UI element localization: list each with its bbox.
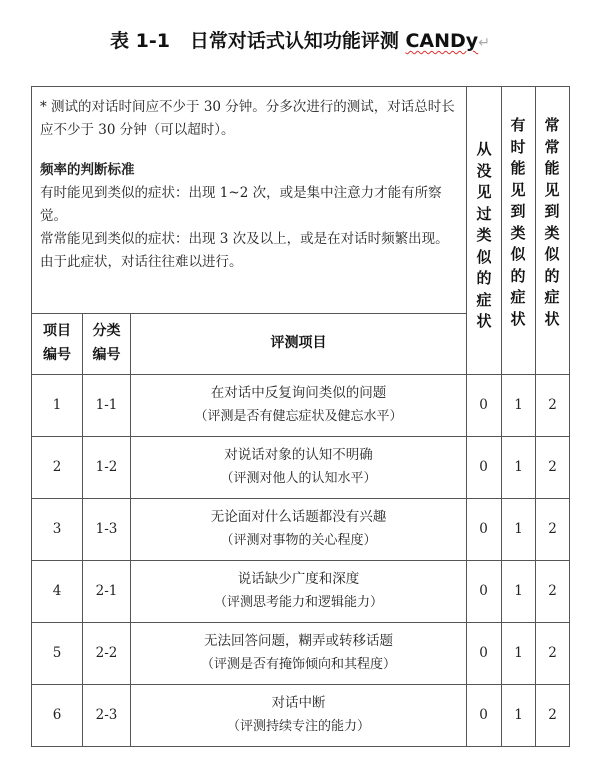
row-item-title: 对话中断: [271, 695, 326, 711]
table-abbr: CANDy: [405, 30, 479, 52]
row-item-no: 2: [52, 459, 62, 475]
header-item-no-line: 项目编号: [43, 323, 71, 363]
row-score: 1: [514, 459, 523, 475]
return-mark: ↵: [478, 35, 490, 51]
row-score: 0: [479, 707, 488, 723]
row-item-desc: （评测思考能力和逻辑能力）: [213, 595, 383, 610]
row-score: 1: [514, 645, 523, 661]
header-category-no-line: 分类编号: [92, 323, 121, 363]
row-item-no: 5: [52, 645, 62, 661]
note-text: 常常能见到类似的症状：出现 3 次及以上，或是在对话时频繁出现。由于此症状，对话往往难以进行。: [40, 231, 449, 270]
row-category-no: 2-1: [95, 583, 118, 599]
row-item-desc: （评测持续专注的能力）: [226, 719, 370, 734]
row-item-title: 无法回答问题，糊弄或转移话题: [204, 633, 393, 649]
row-score: 2: [548, 397, 557, 413]
row-score: 1: [514, 583, 523, 599]
row-score: 2: [548, 521, 557, 537]
row-item-no: 1: [52, 397, 62, 413]
freq-header-often: 常 常 能 见 到 类 似 的 症 状: [544, 116, 560, 328]
row-border: [31, 436, 569, 437]
header-item: 评测项目: [270, 335, 327, 351]
row-score: 1: [514, 397, 523, 413]
note-text: * 测试的对话时间应不少于 30 分钟。分多次进行的测试，对话总时长应不少于 30 分钟（可以超时）。: [40, 99, 455, 138]
row-score: 0: [479, 521, 488, 537]
row-score: 2: [548, 707, 557, 723]
row-item-no: 6: [52, 707, 62, 723]
row-border: [31, 622, 569, 623]
header-item-no: [32, 319, 82, 367]
row-border: [31, 684, 569, 685]
row-category-no: 1-2: [95, 459, 118, 475]
row-category-no: 2-2: [95, 645, 118, 661]
row-score: 0: [479, 459, 488, 475]
row-category-no: 1-1: [95, 397, 118, 413]
row-item-desc: （评测对事物的关心程度）: [220, 533, 377, 548]
row-item-title: 对说话对象的认知不明确: [224, 447, 373, 463]
freq-header-sometimes: 有 时 能 见 到 类 似 的 症 状: [510, 116, 526, 328]
row-border: [31, 560, 569, 561]
header-bottom-border: [31, 374, 569, 375]
table-title: [0, 26, 600, 53]
table-name: 日常对话式认知功能评测: [189, 30, 406, 52]
note-bottom-border: [31, 313, 466, 314]
row-score: 0: [479, 583, 488, 599]
row-score: 2: [548, 583, 557, 599]
row-score: 0: [479, 397, 488, 413]
row-item-desc: （评测是否有健忘症状及健忘水平）: [194, 409, 403, 424]
row-item-title: 说话缺少广度和深度: [237, 571, 360, 587]
row-score: 1: [514, 707, 523, 723]
row-category-no: 2-3: [95, 707, 118, 723]
row-score: 2: [548, 459, 557, 475]
row-item-desc: （评测对他人的认知水平）: [220, 471, 377, 486]
freq-header-never: 从 没 见 过 类 似 的 症 状: [476, 140, 492, 330]
note-heading: 频率的判断标准: [40, 162, 135, 178]
table-number: 表 1-1: [110, 30, 170, 52]
row-score: 2: [548, 645, 557, 661]
header-category-no: [83, 319, 130, 367]
row-score: 1: [514, 521, 523, 537]
row-category-no: 1-3: [95, 521, 118, 537]
table-bottom-border: [31, 746, 569, 747]
table-right-border: [569, 86, 570, 747]
table-top-border: [31, 86, 569, 87]
row-item-no: 4: [52, 583, 62, 599]
note-text: 有时能见到类似的症状：出现 1~2 次，或是集中注意力才能有所察觉。: [40, 185, 442, 224]
row-item-title: 无论面对什么话题都没有兴趣: [210, 509, 387, 525]
row-border: [31, 498, 569, 499]
notes-block: [40, 96, 460, 274]
row-score: 0: [479, 645, 488, 661]
row-item-desc: （评测是否有掩饰倾向和其程度）: [200, 657, 396, 672]
row-item-title: 在对话中反复询问类似的问题: [210, 385, 387, 401]
row-item-no: 3: [52, 521, 62, 537]
